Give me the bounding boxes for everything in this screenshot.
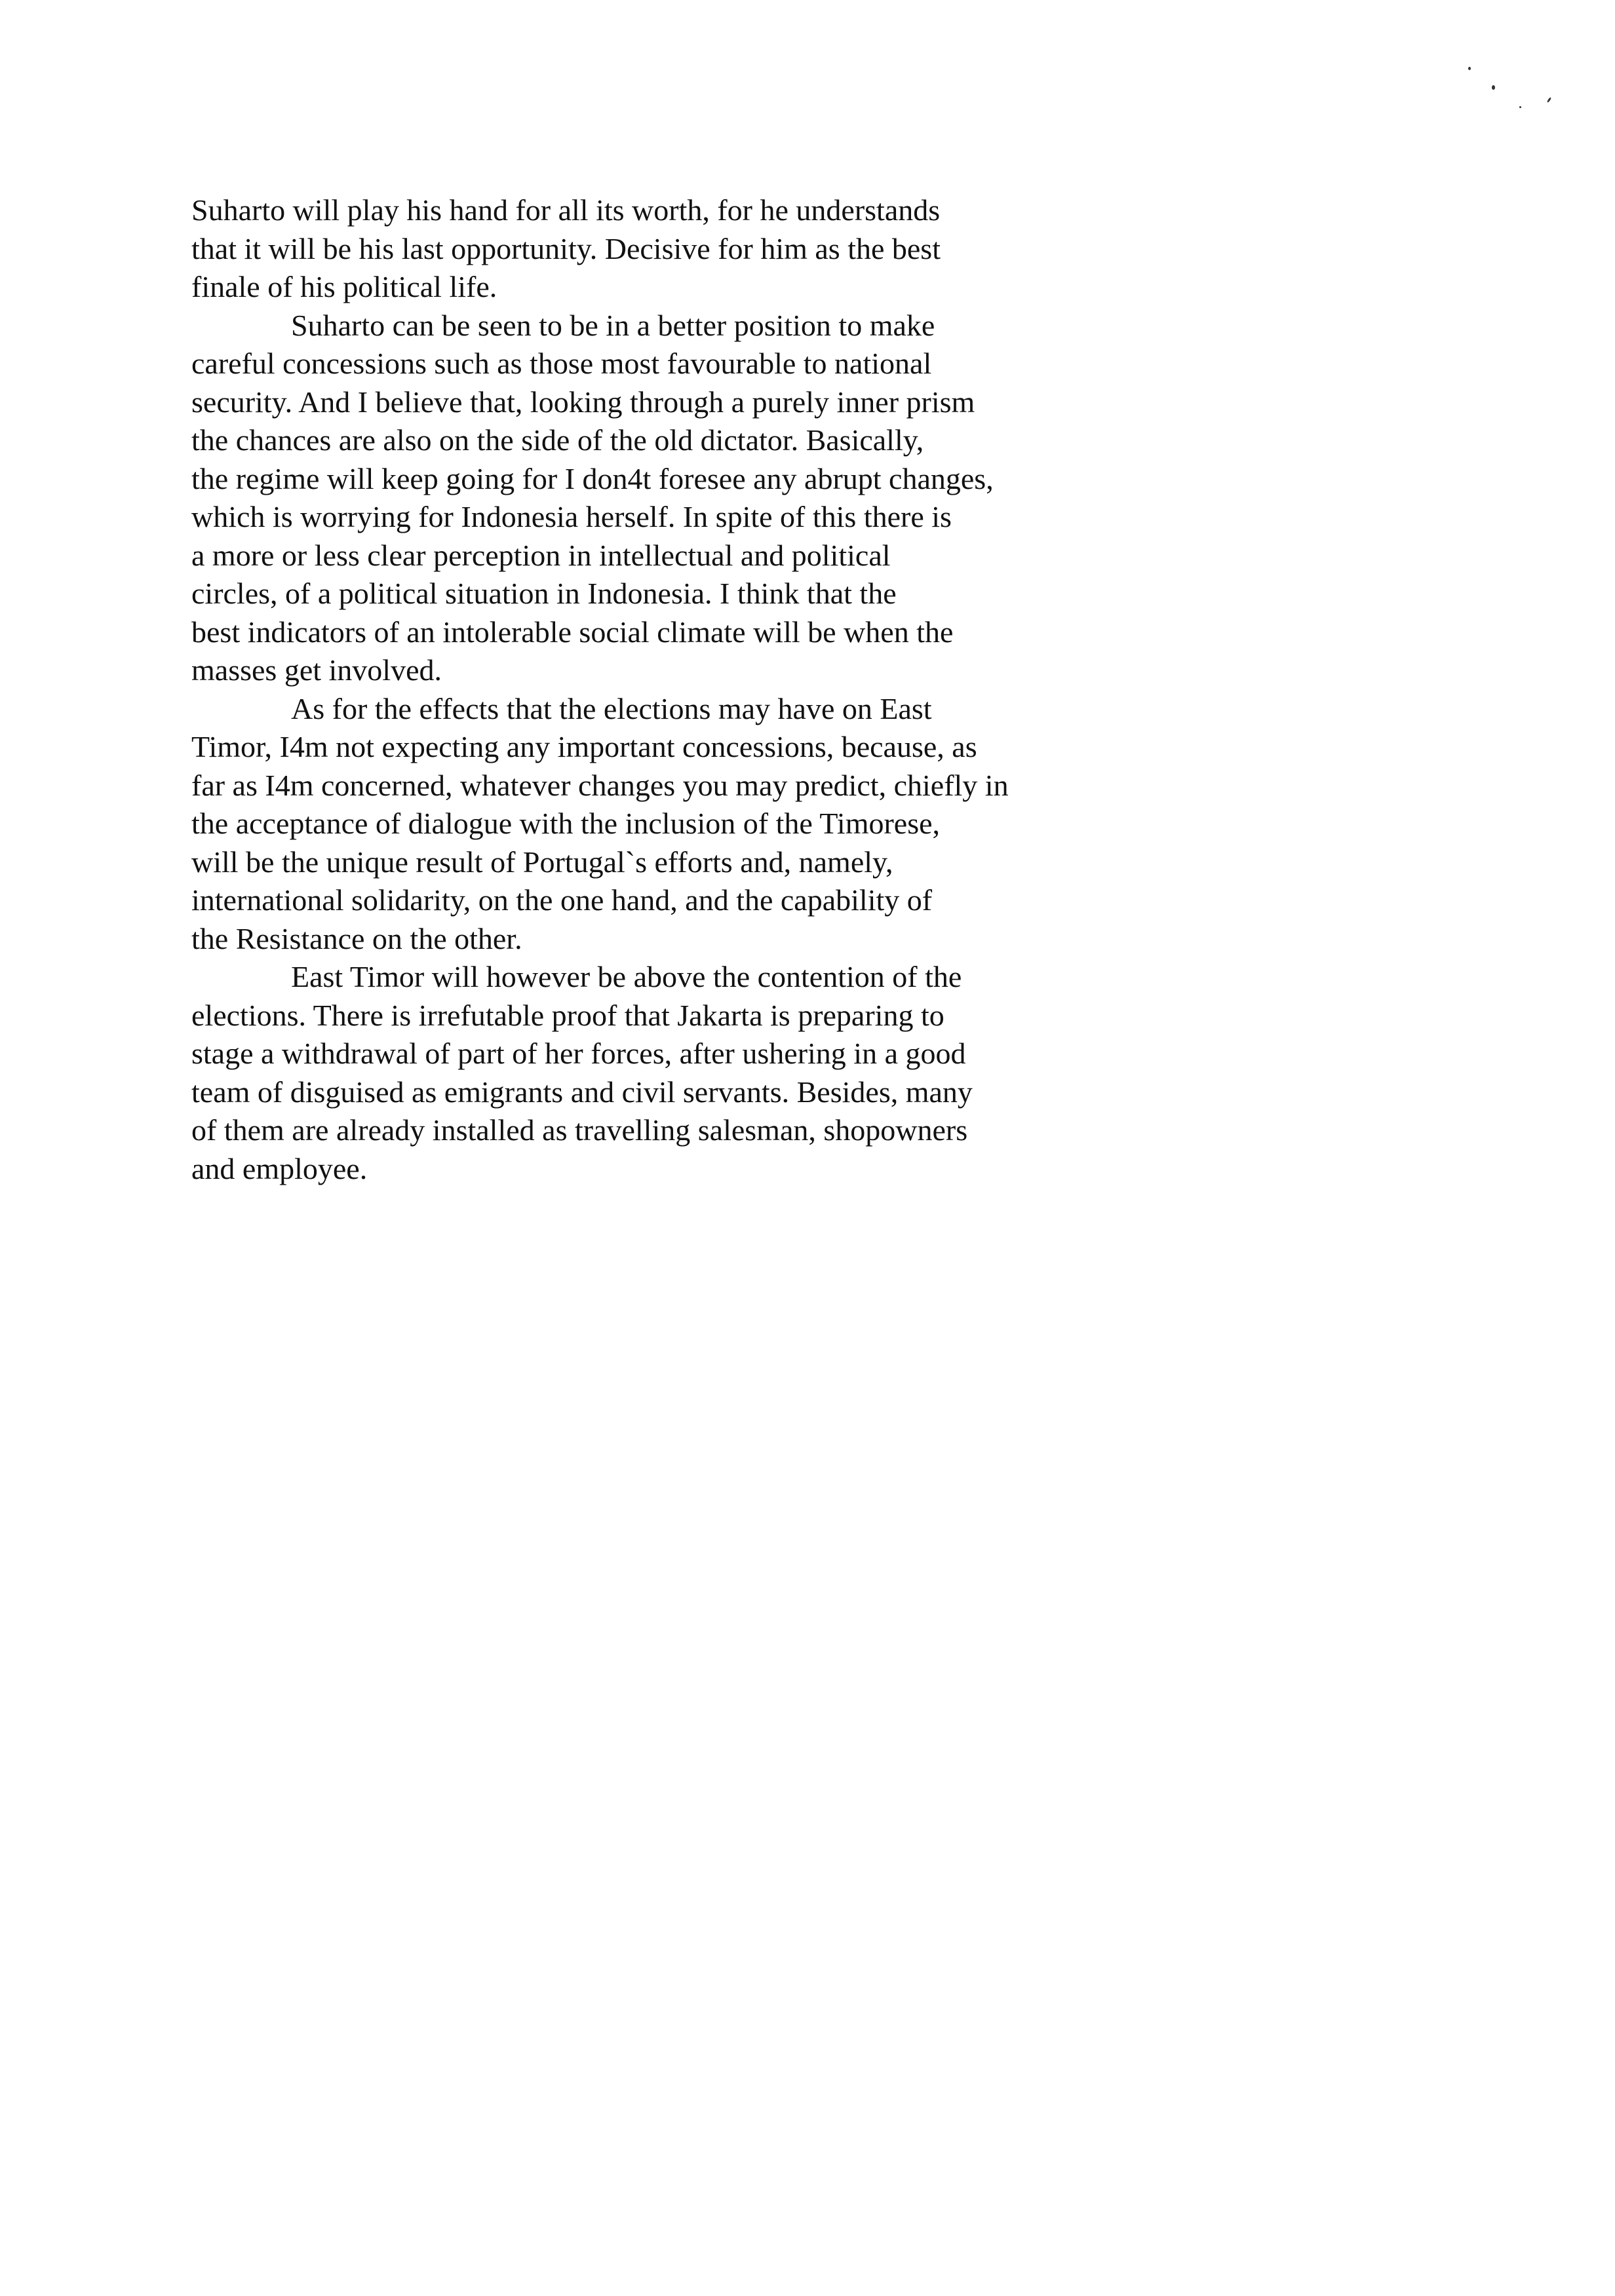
paragraph bbox=[191, 690, 1148, 959]
text-line: far as I4m concerned, whatever changes you may predict, chiefly in bbox=[191, 768, 1009, 802]
text-line: and employee. bbox=[191, 1151, 368, 1185]
text-line: best indicators of an intolerable social climate will be when the bbox=[191, 615, 954, 649]
text-line: careful concessions such as those most favourable to national bbox=[191, 347, 932, 380]
paragraph bbox=[191, 307, 1148, 690]
text-line: of them are already installed as travelling salesman, shopowners bbox=[191, 1113, 968, 1147]
scan-speck bbox=[1492, 85, 1495, 90]
text-line: the chances are also on the side of the old dictator. Basically, bbox=[191, 423, 924, 457]
text-line: stage a withdrawal of part of her forces, after ushering in a good bbox=[191, 1037, 966, 1070]
text-line: elections. There is irrefutable proof that Jakarta is preparing to bbox=[191, 998, 944, 1032]
scan-speck bbox=[1519, 106, 1521, 108]
text-line: finale of his political life. bbox=[191, 270, 497, 303]
scan-speck bbox=[1468, 67, 1471, 70]
paragraph bbox=[191, 958, 1148, 1188]
text-line: international solidarity, on the one hand, and the capability of bbox=[191, 883, 933, 917]
text-line: team of disguised as emigrants and civil servants. Besides, many bbox=[191, 1075, 973, 1109]
text-line: As for the effects that the elections may have on East bbox=[291, 691, 932, 725]
text-line: circles, of a political situation in Indonesia. I think that the bbox=[191, 577, 897, 610]
text-line: East Timor will however be above the contention of the bbox=[291, 960, 962, 993]
text-line: the regime will keep going for I don4t foresee any abrupt changes, bbox=[191, 461, 994, 495]
text-line: will be the unique result of Portugal`s efforts and, namely, bbox=[191, 845, 893, 879]
text-line: masses get involved. bbox=[191, 653, 442, 687]
text-line: the acceptance of dialogue with the inclusion of the Timorese, bbox=[191, 807, 941, 840]
text-line: Suharto will play his hand for all its worth, for he understands bbox=[191, 193, 941, 227]
scan-speck bbox=[1547, 97, 1552, 103]
text-line: security. And I believe that, looking through a purely inner prism bbox=[191, 385, 975, 419]
text-line: which is worrying for Indonesia herself. In spite of this there is bbox=[191, 500, 952, 533]
text-line: that it will be his last opportunity. Decisive for him as the best bbox=[191, 231, 941, 265]
text-line: the Resistance on the other. bbox=[191, 921, 522, 955]
text-line: Timor, I4m not expecting any important concessions, because, as bbox=[191, 730, 977, 763]
text-line: a more or less clear perception in intellectual and political bbox=[191, 538, 891, 572]
text-line: Suharto can be seen to be in a better position to make bbox=[291, 308, 935, 342]
paragraph bbox=[191, 191, 1148, 307]
document-body bbox=[191, 191, 1148, 1188]
